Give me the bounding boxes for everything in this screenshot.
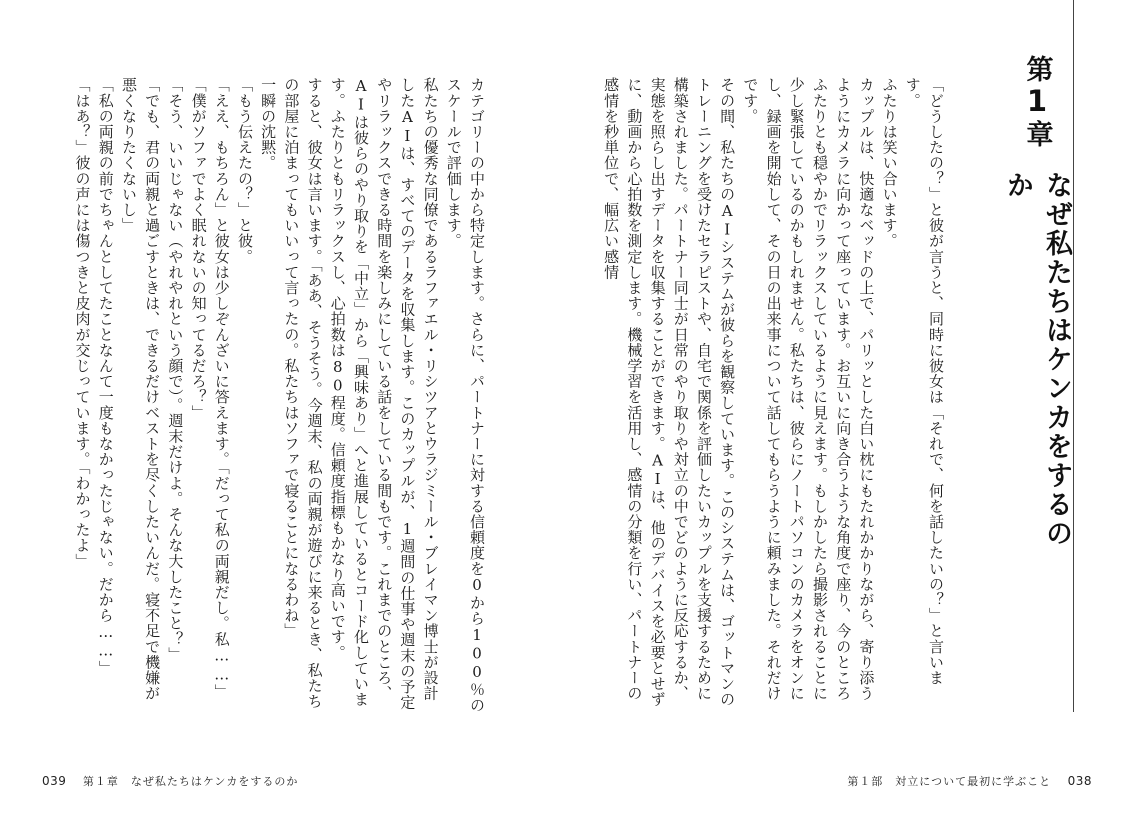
right-page-footer	[847, 773, 1104, 789]
left-page-footer	[30, 773, 298, 789]
paragraph: 「そう、いいじゃない（やれやれという顔で）。週末だけよ。そんな大したこと？」	[166, 77, 185, 663]
running-head: 第１部 対立について最初に学ぶこと	[847, 775, 1052, 788]
paragraph: 「もう伝えたの？」と彼。	[235, 77, 254, 265]
paragraph: 「でも、君の両親と過ごすときは、できるだけベストを尽くしたいんだ。寝不足で機嫌が悪くなりたくないし」	[119, 77, 162, 701]
page-number: 039	[42, 774, 67, 788]
paragraph: その間、私たちのAIシステムが彼らを観察しています。このシステムは、ゴットマンのトレーニングを受けたセラピストや、自宅で関係を評価したいカップルを支援するために構築されました。パートナー同士が日常のやり取りや対立の中でどのように反応するか、実態を照らし出すデータを収集することができます。AIは、他のデバイスを必要とせずに、動画から心拍数を測定します。機械学習を活用し、感情の分類を行い、パートナーの感情を秒単位で、幅広い感情	[602, 77, 737, 707]
paragraph: 「ええ、もちろん」と彼女は少しぞんざいに答えます。「だって私の両親だし。私……」	[212, 77, 231, 700]
chapter-title: なぜ私たちはケンカをするのか	[1002, 170, 1072, 548]
chapter-number: 1	[1020, 84, 1054, 120]
paragraph: カップルは、快適なベッドの上で、パリッとした白い枕にもたれかかりながら、寄り添うようにカメラに向かって座っています。お互いに向き合うような角度で座り、今のところふたりとも穏やかでリラックスしているように見えます。もしかしたら撮影されることに少し緊張しているのかもしれません。私たちは、彼らにノートパソコンのカメラをオンにし、録画を開始して、その日の出来事について話してもらうように頼みました。それだけです。	[741, 77, 876, 701]
paragraph: カテゴリーの中から特定します。さらに、パートナーに対する信頼度を0から100％のスケールで評価します。	[444, 77, 486, 713]
left-page-body	[58, 77, 488, 715]
right-page	[567, 0, 1134, 815]
right-page-body	[602, 77, 947, 715]
paragraph: ふたりは笑い合います。	[880, 77, 899, 249]
running-head: 第１章 なぜ私たちはケンカをするのか	[82, 775, 299, 788]
chapter-heading	[1002, 55, 1072, 575]
paragraph: 一瞬の沈黙。	[259, 77, 278, 171]
paragraph: 「僕がソファでよく眠れないの知ってるだろ？」	[189, 77, 208, 421]
chapter-label: 章	[1021, 120, 1053, 149]
chapter-divider-line	[1073, 0, 1074, 712]
paragraph: 「私の両親の前でちゃんとしてたことなんて一度もなかったじゃない。だから……」	[96, 77, 115, 676]
paragraph: 「どうしたの？」と彼が言うと、同時に彼女は「それで、何を話したいの？」と言います。	[903, 77, 945, 686]
paragraph: すると、彼女は言います。「ああ、そうそう。今週末、私の両親が遊びに来るとき、私たちの部屋に泊まってもいいって言ったの。私たちはソファで寝ることになるわね」	[282, 77, 324, 710]
paragraph: 私たちの優秀な同僚であるラファエル・リシツアとウラジミール・ブレイマン博士が設計したAIは、すべてのデータを収集します。このカップルが、1週間の仕事や週末の予定やリラックスできる時間を楽しみにしている話をしている間もです。これまでのところ、AIは彼らのやり取りを「中立」から「興味あり」へと進展しているとコード化しています。ふたりともリラックスし、心拍数は80程度。信頼度指標もかなり高いです。	[328, 77, 440, 710]
paragraph: 「はあ？」彼の声には傷つきと皮肉が交じっています。「わかったよ」	[73, 77, 92, 569]
page-number: 038	[1067, 774, 1092, 788]
chapter-label: 第	[1021, 55, 1053, 84]
